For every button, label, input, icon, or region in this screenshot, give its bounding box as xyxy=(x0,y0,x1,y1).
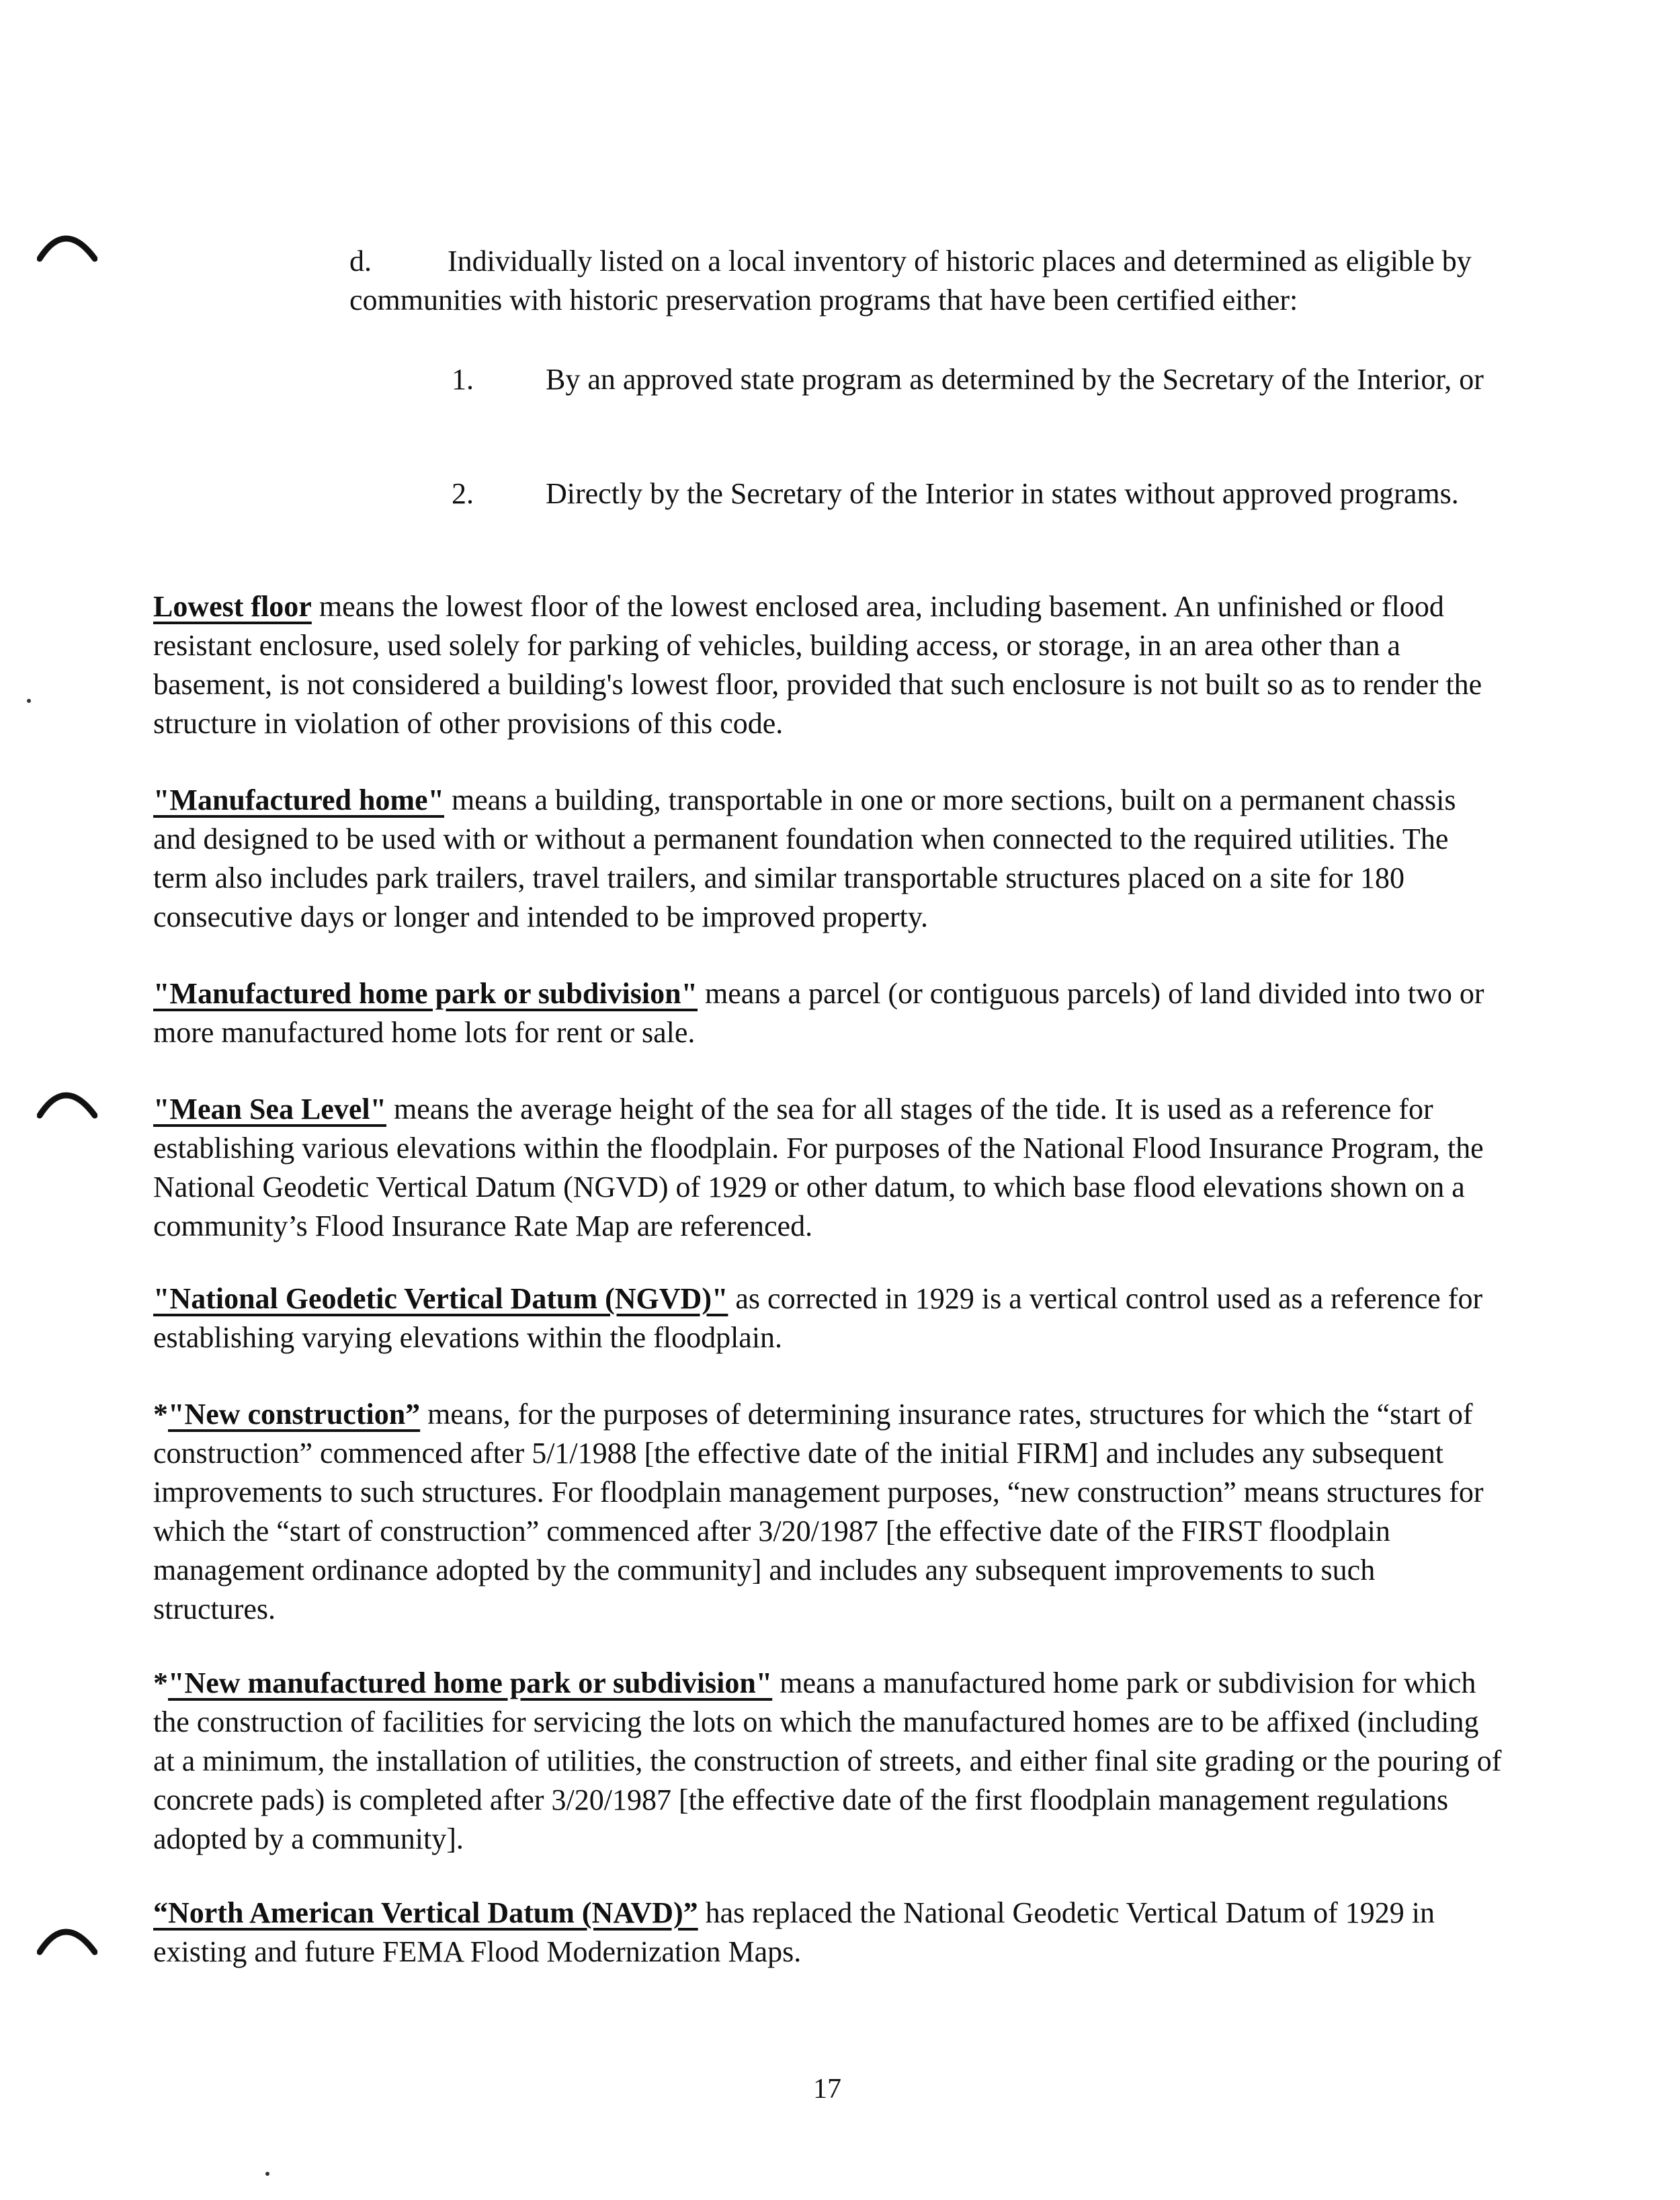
definition-term: "New manufactured home park or subdivision" xyxy=(168,1666,773,1699)
definition-new-manufactured-home-park xyxy=(153,1664,1504,1859)
definition-text: means the lowest floor of the lowest enclosed area, including basement. An unfinished or flood resistant enclosure, used solely for parking of vehicles, building access, or storage, in an area other than a basement, is not considered a building's lowest floor, provided that such enclosure is not built so as to render the structure in violation of other provisions of this code. xyxy=(153,590,1482,740)
definition-manufactured-home xyxy=(153,781,1504,937)
definition-prefix: * xyxy=(153,1398,168,1431)
definition-prefix: * xyxy=(153,1666,168,1699)
sub-item-text: By an approved state program as determined by the Secretary of the Interior, or xyxy=(546,363,1484,396)
definition-navd xyxy=(153,1894,1504,1972)
definition-text: means a building, transportable in one or more sections, built on a permanent chassis and designed to be used with or without a permanent foundation when connected to the required utilities. The term also includes park trailers, travel trailers, and similar transportable structures placed on a site for 180 consecutive days or longer and intended to be improved property. xyxy=(153,784,1456,933)
definition-mean-sea-level xyxy=(153,1090,1504,1246)
punch-hole-mark-icon xyxy=(37,1918,97,1959)
definition-manufactured-home-park xyxy=(153,974,1504,1052)
definition-term: "Mean Sea Level" xyxy=(153,1093,387,1126)
sub-item-number: 2. xyxy=(452,477,474,510)
definition-term: "National Geodetic Vertical Datum (NGVD)" xyxy=(153,1282,728,1315)
definition-term: Lowest floor xyxy=(153,590,312,623)
definition-text: has replaced the National Geodetic Vertical Datum of 1929 in existing and future FEMA Flood Modernization Maps. xyxy=(153,1896,1435,1968)
definition-term: "New construction” xyxy=(168,1398,421,1431)
sub-item-1 xyxy=(452,360,1513,399)
definition-new-construction xyxy=(153,1395,1504,1629)
definition-text: as corrected in 1929 is a vertical control used as a reference for establishing varying elevations within the floodplain. xyxy=(153,1282,1483,1354)
definition-term: “North American Vertical Datum (NAVD)” xyxy=(153,1896,698,1929)
definition-text: means the average height of the sea for all stages of the tide. It is used as a reference for establishing various elevations within the floodplain. For purposes of the National Flood Insurance Program, the National Geodetic Vertical Datum (NGVD) of 1929 or other datum, to which base flood elevations shown on a community’s Flood Insurance Rate Map are referenced. xyxy=(153,1093,1484,1242)
list-item-text: Individually listed on a local inventory of historic places and determined as eligible by communities with historic preservation programs that have been certified either: xyxy=(349,245,1472,316)
definition-lowest-floor xyxy=(153,587,1504,743)
definition-ngvd xyxy=(153,1279,1504,1357)
definition-text: means a manufactured home park or subdivision for which the construction of facilities for servicing the lots on which the manufactured homes are to be affixed (including at a minimum, the installation of utilities, the construction of streets, and either final site grading or the pouring of concrete pads) is completed after 3/20/1987 [the effective date of the first floodplain management regulations adopted by a community]. xyxy=(153,1666,1502,1855)
scan-speck xyxy=(265,2172,269,2176)
scan-speck xyxy=(27,699,31,703)
punch-hole-mark-icon xyxy=(37,225,97,265)
punch-hole-mark-icon xyxy=(37,1082,97,1122)
sub-item-number: 1. xyxy=(452,363,474,396)
sub-item-text: Directly by the Secretary of the Interior in states without approved programs. xyxy=(546,477,1459,510)
list-item-label: d. xyxy=(349,245,372,278)
definition-text: means a parcel (or contiguous parcels) of land divided into two or more manufactured home lots for rent or sale. xyxy=(153,977,1484,1049)
list-item-d xyxy=(349,242,1505,320)
definition-term: "Manufactured home park or subdivision" xyxy=(153,977,698,1010)
definition-term: "Manufactured home" xyxy=(153,784,445,816)
page-number: 17 xyxy=(813,2074,841,2105)
definition-text: means, for the purposes of determining insurance rates, structures for which the “start of construction” commenced after 5/1/1988 [the effective date of the initial FIRM] and includes any subsequent improvements to such structures. For floodplain management purposes, “new construction” means structures for which the “start of construction” commenced after 3/20/1987 [the effective date of the FIRST floodplain management ordinance adopted by the community] and includes any subsequent improvements to such structures. xyxy=(153,1398,1484,1625)
sub-item-2 xyxy=(452,474,1513,513)
